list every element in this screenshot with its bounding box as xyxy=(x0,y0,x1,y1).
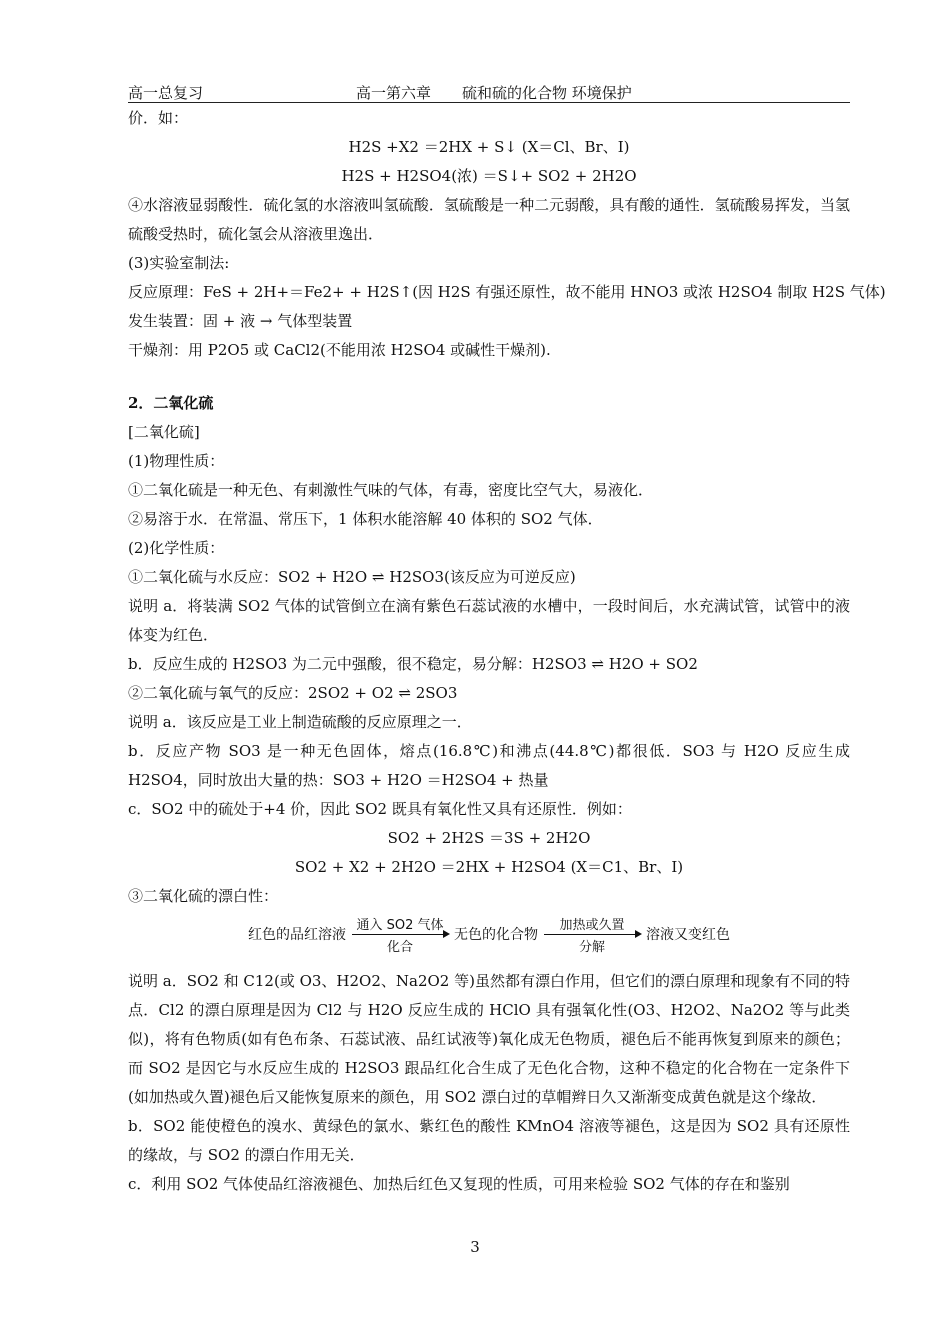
flow-arrow-1-top: 通入 SO2 气体 xyxy=(356,917,444,933)
equation-line: ②二氧化硫与氧气的反应：2SO2 + O2 ⇌ 2SO3 xyxy=(128,684,458,702)
flow-arrow-2-top: 加热或久置 xyxy=(559,917,625,933)
note-a: 说明 a．SO2 和 C12(或 O3、H2O2、Na2O2 等)虽然都有漂白作用，但它们的漂白原理和现象有不同的特点．Cl2 的漂白原理是因为 Cl2 与 H2O 反应生成的 HClO 具有强氧化性(O3、H2O2、Na2O2 等与此类似)，将有色物质(如有色布条、石蕊试液、品红试液等)氧化成无色物质，褪色后不能再恢复到原来的颜色；而 SO2 是因它与水反应生成的 H2SO3 跟品红化合生成了无色化合物，这种不稳定的化合物在一定条件下(如加热或久置)褪色后又能恢复原来的颜色，用 SO2 漂白过的草帽辫日久又渐渐变成黄色就是这个缘故． xyxy=(128,972,850,1106)
note-c: c．利用 SO2 气体使品红溶液褪色、加热后红色又复现的性质，可用来检验 SO2 气体的存在和鉴别 xyxy=(128,1175,790,1193)
text-line: 干燥剂：用 P2O5 或 CaCl2(不能用浓 H2SO4 或碱性干燥剂). xyxy=(128,341,551,359)
text-line: ②易溶于水．在常温、常压下，1 体积水能溶解 40 体积的 SO2 气体． xyxy=(128,510,603,528)
text-line: ③二氧化硫的漂白性： xyxy=(128,887,279,905)
paragraph: 说明 a．将装满 SO2 气体的试管倒立在滴有紫色石蕊试液的水槽中，一段时间后，水充满试管，试管中的液体变为红色． xyxy=(128,597,850,644)
text-line: ①二氧化硫是一种无色、有刺激性气味的气体，有毒，密度比空气大，易液化． xyxy=(128,481,654,499)
text-line: c．SO2 中的硫处于+4 价，因此 SO2 既具有氧化性又具有还原性．例如： xyxy=(128,800,632,818)
flow-middle: 无色的化合物 xyxy=(454,927,538,943)
flow-arrow-1 xyxy=(352,914,448,955)
flow-arrow-1-bottom: 化合 xyxy=(386,939,413,955)
equation-line: ①二氧化硫与水反应：SO2 + H2O ⇌ H2SO3(该反应为可逆反应) xyxy=(128,568,576,586)
flow-start: 红色的品红溶液 xyxy=(248,927,346,943)
text-line: (1)物理性质： xyxy=(128,452,225,470)
equation-line: b．反应生成的 H2SO3 为二元中强酸，很不稳定，易分解：H2SO3 ⇌ H2O + SO2 xyxy=(128,655,698,673)
note-b: b．SO2 能使橙色的溴水、黄绿色的氯水、紫红色的酸性 KMnO4 溶液等褪色，这是因为 SO2 具有还原性的缘故，与 SO2 的漂白作用无关． xyxy=(128,1117,850,1164)
page-number: 3 xyxy=(470,1238,480,1256)
page-body xyxy=(128,104,886,1199)
text-line: 说明 a．该反应是工业上制造硫酸的反应原理之一． xyxy=(128,713,472,731)
text-line: 发生装置：固 + 液 → 气体型装置 xyxy=(128,312,353,330)
bleaching-flow-diagram xyxy=(128,911,850,957)
flow-arrow-2-bottom: 分解 xyxy=(578,939,605,955)
flow-arrow-2 xyxy=(544,914,640,955)
paragraph: b．反应产物 SO3 是一种无色固体，熔点(16.8℃)和沸点(44.8℃)都很低．SO3 与 H2O 反应生成 H2SO4，同时放出大量的热：SO3 + H2O ＝H2SO4 + 热量 xyxy=(128,742,850,789)
text-line: (2)化学性质： xyxy=(128,539,225,557)
text-line: 反应原理：FeS + 2H+＝Fe2+ + H2S↑(因 H2S 有强还原性，故不能用 HNO3 或浓 H2SO4 制取 H2S 气体) xyxy=(128,283,886,301)
header-left: 高一总复习 xyxy=(128,84,204,102)
page-header xyxy=(128,80,850,103)
header-right: 硫和硫的化合物 环境保护 xyxy=(462,84,632,102)
equation: H2S +X2 ＝2HX + S↓ (X＝Cl、Br、I) xyxy=(348,138,630,156)
header-center: 高一第六章 xyxy=(356,84,432,102)
equation: SO2 + X2 + 2H2O ＝2HX + H2SO4 (X＝C1、Br、I) xyxy=(294,858,684,876)
section-subtitle: [二氧化硫] xyxy=(128,423,200,441)
equation: SO2 + 2H2S ＝3S + 2H2O xyxy=(387,829,591,847)
text-line: 价．如： xyxy=(128,109,189,127)
section-title: 2．二氧化硫 xyxy=(128,394,214,412)
equation: H2S + H2SO4(浓) ＝S↓+ SO2 + 2H2O xyxy=(341,167,637,185)
paragraph: ④水溶液显弱酸性．硫化氢的水溶液叫氢硫酸．氢硫酸是一种二元弱酸，具有酸的通性．氢硫酸易挥发，当氢硫酸受热时，硫化氢会从溶液里逸出． xyxy=(128,196,850,243)
flow-end: 溶液又变红色 xyxy=(646,927,730,943)
text-line: (3)实验室制法: xyxy=(128,254,230,272)
